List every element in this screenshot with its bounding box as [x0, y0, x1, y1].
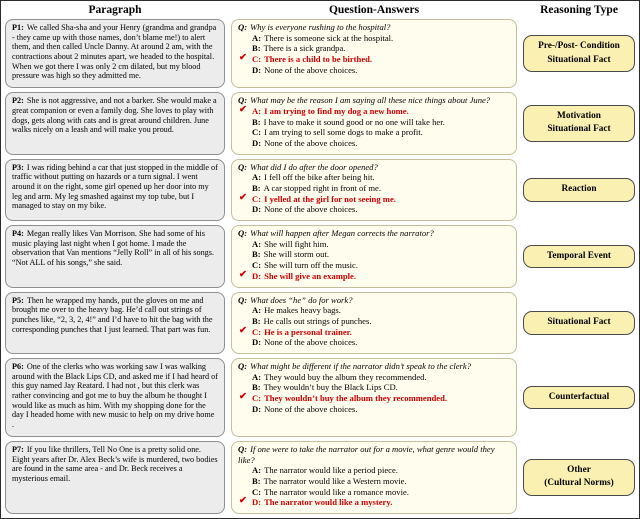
- paragraph-text: One of the clerks who was working saw I was walking around with the Black Lips CD, and asked me if I had heard of this guy named Jay Reatard. I had not , but this clerk was rather convincing and got me to buy the album he thought I would like as much as him. With my shopping done for the day I headed home with new music to help on my drive home .: [12, 362, 218, 430]
- option-label: D:: [252, 64, 262, 75]
- question-text: What did I do after the door opened?: [250, 161, 378, 172]
- option-text: None of the above choices.: [264, 64, 358, 75]
- example-row: [5, 19, 635, 88]
- reasoning-type-line: Situational Fact: [547, 317, 611, 328]
- question-prefix: Q:: [238, 443, 248, 454]
- option-text: I fell off the bike after being hit.: [264, 172, 375, 183]
- question-answers-box: [231, 92, 517, 154]
- answer-option: [238, 194, 512, 205]
- answer-option: [238, 382, 512, 393]
- paragraph-box: [5, 292, 225, 354]
- question-text: What may be the reason I am saying all these nice things about June?: [250, 95, 491, 106]
- question-answers-box: [231, 358, 517, 437]
- option-text: None of the above choices.: [264, 137, 358, 148]
- option-text: There is someone sick at the hospital.: [264, 32, 394, 43]
- option-text: They would buy the album they recommended.: [264, 371, 427, 382]
- answer-option: [238, 43, 512, 54]
- paragraph-text: She is not aggressive, and not a barker. She would make a great companion or even a family dog. She loves to play with dogs, gets along with cats and is great around children. June walks nicely on a leash and will make you proud.: [12, 96, 217, 135]
- option-label: A:: [252, 238, 262, 249]
- answer-option: [238, 65, 512, 76]
- option-label: A:: [252, 465, 262, 476]
- option-label: B:: [252, 249, 261, 260]
- option-text: I am trying to sell some dogs to make a profit.: [264, 127, 423, 138]
- option-label: D:: [252, 137, 262, 148]
- paragraph-text: I was riding behind a car that just stopped in the middle of traffic without putting on hazards or a turn signal. I went around it on the right, some girl opened up her door into my leg and arm. My leg smashed against my top tube, but I managed to stay on my bike.: [12, 162, 218, 211]
- option-text: I have to make it sound good or no one will take her.: [263, 116, 445, 127]
- option-text: She will storm out.: [263, 249, 330, 260]
- paragraph-text: If you like thrillers, Tell No One is a pretty solid one. Eight years after Dr. Alex Beck’s wife is murdered, two bodies are found in the same area - and Dr. Beck receives a mysterious email.: [12, 444, 218, 483]
- reasoning-type-box: [523, 105, 635, 142]
- answer-option: [238, 183, 512, 194]
- question-prefix: Q:: [238, 95, 248, 106]
- answer-option: [238, 404, 512, 415]
- paragraph-box: [5, 92, 225, 154]
- answer-option: [238, 33, 512, 44]
- answer-option: [238, 316, 512, 327]
- question-line: [238, 444, 512, 465]
- answer-option: [238, 54, 512, 65]
- answer-option: [238, 117, 512, 128]
- answer-option: [238, 239, 512, 250]
- header-question-answers: Question-Answers: [328, 4, 420, 16]
- option-label: B:: [252, 43, 261, 54]
- answer-option: [238, 249, 512, 260]
- paragraph-box: [5, 19, 225, 88]
- option-text: They wouldn’t buy the album they recommended.: [264, 392, 448, 403]
- header-reasoning-type: Reasoning Type: [540, 4, 618, 16]
- option-label: D:: [252, 204, 262, 215]
- reasoning-column: [523, 92, 635, 154]
- option-label: B:: [252, 116, 261, 127]
- paragraph-id: P5:: [12, 295, 24, 305]
- checkmark-icon: ✔: [239, 52, 247, 63]
- reasoning-type-line: (Cultural Norms): [544, 478, 614, 489]
- answer-option: [238, 260, 512, 271]
- reasoning-type-box: [523, 386, 635, 409]
- answer-options: [238, 305, 512, 348]
- paragraph-id: P3:: [12, 162, 24, 172]
- answer-option: [238, 393, 512, 404]
- question-text: Why is everyone rushing to the hospital?: [250, 22, 391, 32]
- reasoning-type-line: Other: [567, 464, 591, 475]
- reasoning-type-line: Reaction: [561, 184, 597, 195]
- reasoning-type-line: Situational Fact: [547, 124, 611, 135]
- answer-option: [238, 476, 512, 487]
- option-text: He makes heavy bags.: [264, 305, 341, 316]
- option-text: I am trying to find my dog a new home.: [264, 105, 409, 116]
- question-line: [238, 295, 512, 306]
- option-text: The narrator would like a period piece.: [264, 465, 398, 476]
- option-label: B:: [252, 182, 261, 193]
- checkmark-icon: ✔: [239, 269, 247, 280]
- reasoning-type-box: [523, 311, 635, 334]
- answer-options: [238, 172, 512, 215]
- answer-option: [238, 337, 512, 348]
- option-label: B:: [252, 475, 261, 486]
- option-label: A:: [252, 172, 262, 183]
- answer-option: [238, 487, 512, 498]
- option-text: None of the above choices.: [264, 403, 358, 414]
- paragraph-text: Megan really likes Van Morrison. She had some of his music playing last night when I got home. I made the observation that Van mentions “Jelly Roll” in all of his songs. “Not ALL of his songs,” she said.: [12, 229, 215, 268]
- reasoning-column: [523, 159, 635, 221]
- question-answers-box: [231, 441, 517, 514]
- option-text: I yelled at the girl for not seeing me.: [264, 193, 396, 204]
- reasoning-type-box: [523, 35, 635, 72]
- question-text: What will happen after Megan corrects the narrator?: [250, 228, 434, 239]
- answer-option: [238, 204, 512, 215]
- example-row: [5, 441, 635, 514]
- question-line: [238, 361, 512, 372]
- option-label: C:: [252, 53, 262, 64]
- checkmark-icon: ✔: [239, 104, 247, 115]
- reasoning-type-line: Motivation: [557, 110, 601, 121]
- question-line: [238, 162, 512, 173]
- checkmark-icon: ✔: [239, 391, 247, 402]
- paragraph-id: P7:: [12, 444, 24, 454]
- paragraph-text: Then he wrapped my hands, put the gloves on me and brought me over to the heavy bag. He’d call out strings of punches like, “2, 3, 2, 4!” and I’d have to hit the bag with the corresponding punches that I just learned. That part was fun.: [12, 295, 213, 334]
- question-line: [238, 228, 512, 239]
- option-label: A:: [252, 32, 262, 43]
- answer-option: [238, 271, 512, 282]
- reasoning-type-box: [523, 459, 635, 496]
- option-text: A car stopped right in front of me.: [263, 182, 382, 193]
- question-text: If one were to take the narrator out for a movie, what genre would they like?: [238, 443, 495, 465]
- answer-option: [238, 497, 512, 508]
- option-label: C:: [252, 260, 262, 271]
- option-text: None of the above choices.: [264, 337, 358, 348]
- option-text: None of the above choices.: [264, 204, 358, 215]
- reasoning-column: [523, 225, 635, 287]
- checkmark-icon: ✔: [239, 496, 247, 507]
- answer-option: [238, 106, 512, 117]
- reasoning-column: [523, 292, 635, 354]
- question-prefix: Q:: [238, 228, 248, 239]
- option-text: She will give an example.: [264, 270, 356, 281]
- figure-rows: [5, 19, 635, 514]
- answer-options: [238, 33, 512, 76]
- example-row: [5, 225, 635, 287]
- paragraph-box: [5, 441, 225, 514]
- example-row: [5, 159, 635, 221]
- question-text: What might be different if the narrator didn’t speak to the clerk?: [250, 361, 472, 372]
- header-paragraph: Paragraph: [88, 4, 142, 16]
- option-label: D:: [252, 337, 262, 348]
- reasoning-type-box: [523, 245, 635, 268]
- answer-option: [238, 327, 512, 338]
- option-label: C:: [252, 127, 262, 138]
- answer-options: [238, 372, 512, 415]
- option-text: There is a child to be birthed.: [264, 53, 373, 64]
- option-label: A:: [252, 105, 262, 116]
- option-label: B:: [252, 315, 261, 326]
- question-line: [238, 95, 512, 106]
- option-label: C:: [252, 326, 262, 337]
- option-text: The narrator would like a romance movie.: [264, 486, 409, 497]
- question-answers-box: [231, 159, 517, 221]
- option-label: D:: [252, 403, 262, 414]
- option-text: The narrator would like a mystery.: [264, 497, 393, 508]
- example-row: [5, 92, 635, 154]
- question-prefix: Q:: [238, 361, 248, 372]
- answer-option: [238, 172, 512, 183]
- reasoning-type-line: Counterfactual: [548, 391, 610, 402]
- paragraph-box: [5, 225, 225, 287]
- option-label: C:: [252, 193, 262, 204]
- paragraph-text: We called Sha-sha and your Henry (grandma and grandpa - they came up with those names, don’t blame me!) to alert them, and then called Uncle Danny. At around 2 am, with the contractions about 2 minutes apart, we headed to the hospital. When we got there I was only 2 cm dilated, but my blood pressure was high so they admitted me.: [12, 23, 217, 81]
- example-row: [5, 292, 635, 354]
- reasoning-type-line: Temporal Event: [547, 250, 611, 261]
- option-text: He is a personal trainer.: [264, 326, 352, 337]
- answer-options: [238, 465, 512, 508]
- example-row: [5, 358, 635, 437]
- question-answers-box: [231, 225, 517, 287]
- paragraph-id: P2:: [12, 96, 24, 106]
- question-text: What does “he” do for work?: [250, 294, 353, 305]
- reasoning-type-line: Situational Fact: [547, 54, 611, 65]
- question-prefix: Q:: [238, 294, 248, 305]
- option-text: She will fight him.: [264, 238, 329, 249]
- answer-option: [238, 372, 512, 383]
- answer-option: [238, 138, 512, 149]
- column-headers: [5, 4, 635, 19]
- question-line: [238, 22, 512, 33]
- checkmark-icon: ✔: [239, 325, 247, 336]
- answer-options: [238, 239, 512, 282]
- reasoning-column: [523, 19, 635, 88]
- checkmark-icon: ✔: [239, 192, 247, 203]
- option-label: D:: [252, 497, 262, 508]
- question-answers-box: [231, 19, 517, 88]
- option-label: C:: [252, 486, 262, 497]
- paragraph-box: [5, 159, 225, 221]
- option-label: C:: [252, 392, 262, 403]
- answer-option: [238, 465, 512, 476]
- paragraph-box: [5, 358, 225, 437]
- option-text: They wouldn’t buy the Black Lips CD.: [263, 382, 398, 393]
- option-text: He calls out strings of punches.: [263, 315, 372, 326]
- question-prefix: Q:: [238, 22, 248, 32]
- paragraph-id: P4:: [12, 229, 24, 239]
- reasoning-type-box: [523, 178, 635, 201]
- reasoning-column: [523, 441, 635, 514]
- reasoning-type-line: Pre-/Post- Condition: [538, 41, 620, 52]
- question-prefix: Q:: [238, 161, 248, 172]
- option-text: She will turn off the music.: [264, 260, 358, 271]
- answer-option: [238, 127, 512, 138]
- paragraph-id: P1:: [12, 23, 24, 32]
- question-answers-box: [231, 292, 517, 354]
- answer-option: [238, 305, 512, 316]
- option-text: The narrator would like a Western movie.: [263, 475, 407, 486]
- answer-options: [238, 106, 512, 149]
- option-label: B:: [252, 382, 261, 393]
- option-label: A:: [252, 371, 262, 382]
- paragraph-id: P6:: [12, 362, 24, 372]
- option-text: There is a sick grandpa.: [263, 43, 346, 54]
- option-label: D:: [252, 270, 262, 281]
- option-label: A:: [252, 305, 262, 316]
- reasoning-column: [523, 358, 635, 437]
